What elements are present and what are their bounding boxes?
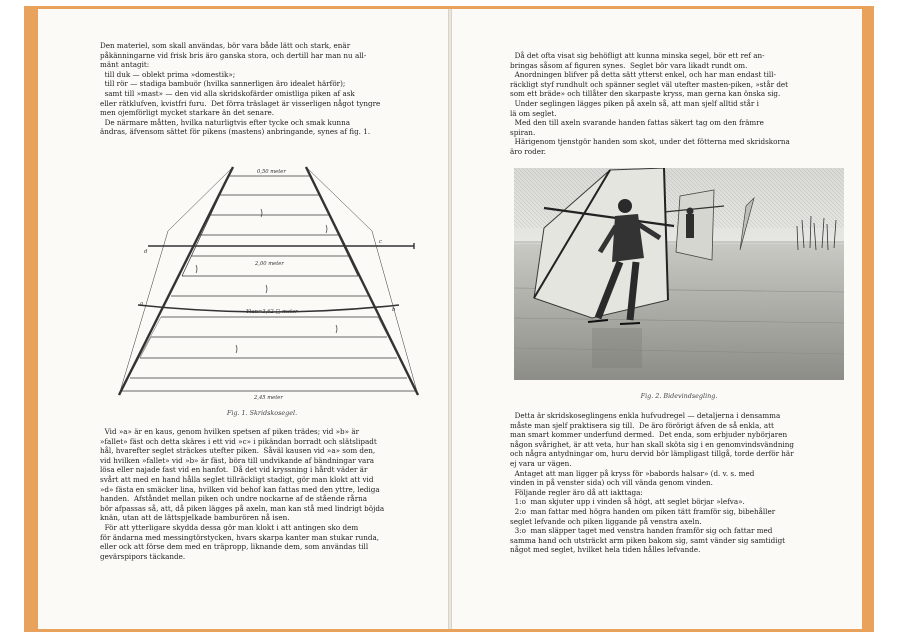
point-d-label: d [144, 249, 148, 255]
figure-2-caption: Fig. 2. Bidevindsegling. [640, 392, 718, 400]
point-c-label: c [379, 239, 382, 245]
book-spread [24, 6, 874, 632]
dim-middle-label: 2,00 meter [255, 261, 284, 267]
right-paragraph-rules: Detta är skridskoseglingens enkla hufvudregel — detaljerna i densamma måste man sjelf praktisera sig till. De äro förörigt äfven de så enkla, att man smart kommer underfund dermed. Det enda, som erbjuder nybörjaren någon svårighet, är att veta, hur han skall sköta sig i en genomvindsvändning och några antydningar om, huru dervid bör lämpligast tillgå, torde derför här ej vara ur vägen. Antaget att man ligger på kryss för »babords halsar» (d. v. s. med vinden in på venster sida) och vill vända genom vinden. Följande regler äro då att iakttaga: 1:o man skjuter upp i vinden så högt, att seglet börjar »lefva». 2:o man fattar med högra handen om piken tätt framför sig, bibehåller seglet lefvande och piken liggande på venstra axeln. 3:o man släpper taget med venstra handen framför sig och fattar med samma hand och utsträckt arm piken bakom sig, samt vänder sig samtidigt något med seglet, hvilket hela tiden hålles lefvande. [510, 411, 794, 555]
skate-sailing-engraving [514, 168, 844, 380]
left-spar [119, 167, 233, 395]
right-page [452, 9, 862, 629]
skating-illustration [514, 168, 844, 380]
area-label: Ytan=3,62 □ meter [246, 309, 298, 315]
point-a-label: a [140, 301, 144, 307]
sail-diagram [96, 159, 428, 404]
dim-bottom-label: 2,45 meter [254, 395, 283, 401]
point-b-label: b [392, 307, 396, 313]
left-paragraph-explanation: Vid »a» är en kaus, genom hvilken spetsen af piken trädes; vid »b» är »fallet» fäst och detta skäres i ett vid »c» i pikändan borradt och slätslipadt hål, hvarefter seglet sträckes utefter piken. Såväl kausen vid »a» som den, vid hvilken »fallet» vid »b» är fäst, böra till undvikande af bändningar vara lösa eller najade fast vid en hanfot. Då det vid kryssning i hårdt väder är svårt att med en hand hålla seglet tillräckligt stadigt, gör man klokt att vid »d» fästa en smäcker lina, hvilken vid behof kan fattas med den yttre, lediga handen. Afståndet mellan piken och undre nockarne af de stående rårna bör afpassas så, att, då piken lägges på axeln, man kan stå med lindrigt böjda knän, utan att de lättspjelkade bamburören nå isen. För att ytterligare skydda dessa gör man klokt i att antingen sko dem för ändarna med messingtörstycken, hvars skarpa kanter man stukar runda, eller ock att förse dem med en träpropp, liknande dem, som användas till gevärspipors täckande. [100, 427, 385, 561]
left-page [38, 9, 448, 629]
dim-top-label: 0,50 meter [257, 169, 286, 175]
right-spar [306, 167, 418, 395]
right-paragraph-intro: Då det ofta visat sig behöfligt att kunna minska segel, bör ett ref an- bringas såsom af figuren synes. Seglet bör vara likadt rundt om. Anordningen blifver på detta sätt ytterst enkel, och har man endast till- räckligt styf rundhult och spänner seglet väl utefter masten-piken, »står det som ett bräde» och tillåter den skarpaste kryss, man gerna kan önska sig. Under seglingen lägges piken på axeln så, att man sjelf alltid står i lä om seglet. Med den till axeln svarande handen fattas säkert tag om den främre spiran. Härigenom tjenstgör handen som skot, under det fötterna med skridskorna äro roder. [510, 51, 790, 156]
figure-1-caption: Fig. 1. Skridskosegel. [226, 409, 298, 417]
left-paragraph-intro: Den materiel, som skall användas, bör vara både lätt och stark, enär påkänningarne vid frisk bris äro ganska stora, och dertill har man nu all- mänt antagit: till duk — oblekt prima »domestik»; till rör — stadiga bambuör (hvilka sannerligen äro idealet härför); samt till »mast» — den vid alla skridskofärder omistliga piken af ask eller rätklufven, kvistfri furu. Det förra träslaget är visserligen något tyngre men ojemförligt mycket starkare än det senare. De närmare måtten, hvilka naturligtvis efter tycke och smak kunna ändras, äfvensom sättet för pikens (mastens) anbringande, synes af fig. 1. [100, 41, 381, 137]
